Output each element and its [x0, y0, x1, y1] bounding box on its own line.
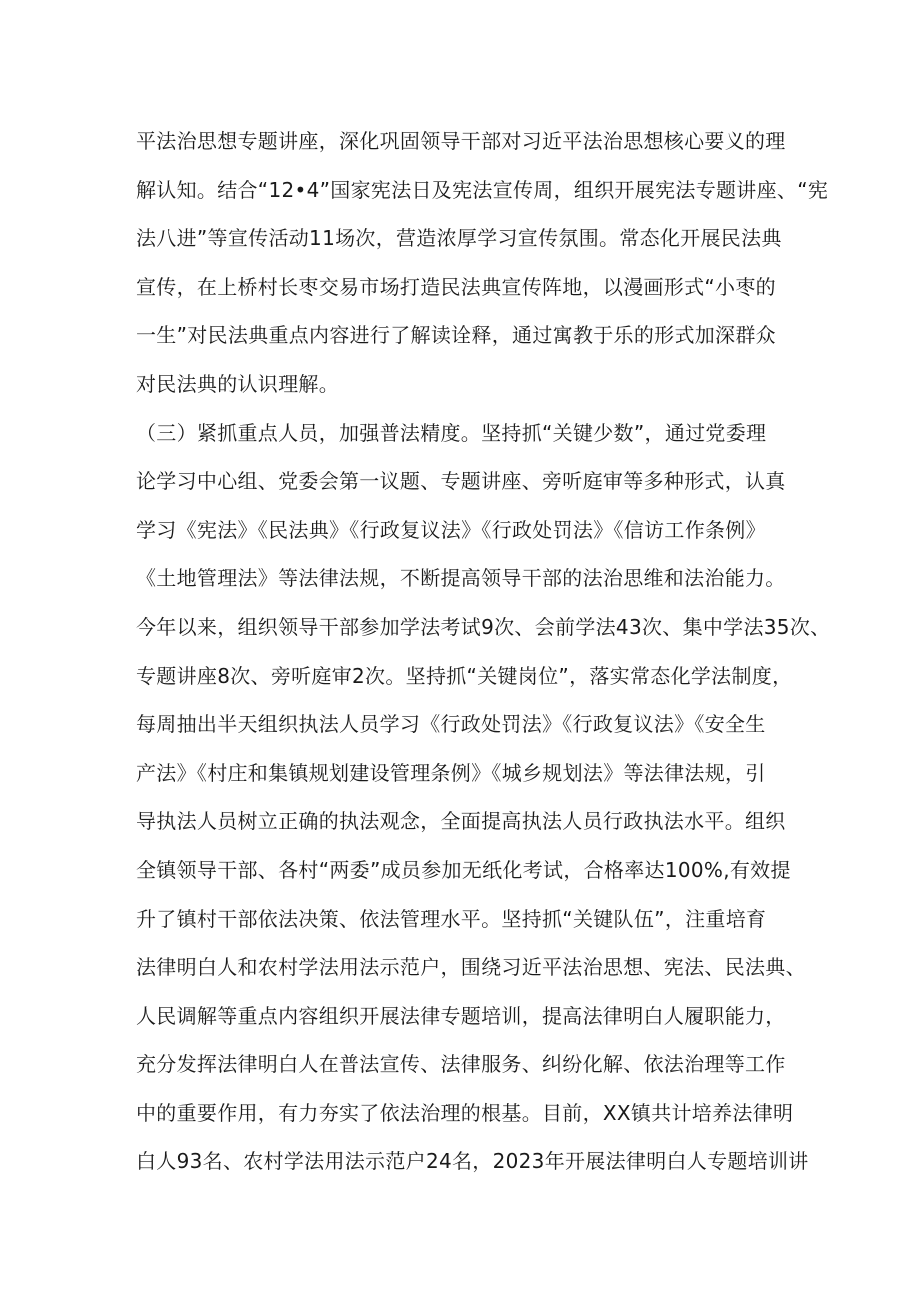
text-line: 专题讲座8次、旁听庭审2次。坚持抓“关键岗位”，落实常态化学法制度，	[136, 663, 793, 688]
text-line: 宣传，在上桥村长枣交易市场打造民法典宣传阵地，以漫画形式“小枣的	[136, 274, 776, 299]
body-text	[136, 117, 831, 1186]
text-line: 解认知。结合“12•4”国家宪法日及宪法宣传周，组织开展宪法专题讲座、“宪	[136, 177, 829, 202]
text-line: 平法治思想专题讲座，深化巩固领导干部对习近平法治思想核心要义的理	[136, 129, 786, 153]
text-line: 一生”对民法典重点内容进行了解读诠释，通过寓教于乐的形式加深群众	[136, 323, 776, 348]
text-line: 今年以来，组织领导干部参加学法考试9次、会前学法43次、集中学法35次、	[136, 614, 831, 639]
text-line: 产法》《村庄和集镇规划建设管理条例》《城乡规划法》等法律法规，引	[136, 760, 766, 785]
text-line: 法八进”等宣传活动11场次，营造浓厚学习宣传氛围。常态化开展民法典	[136, 226, 782, 251]
text-line: 《土地管理法》等法律法规，不断提高领导干部的法治思维和法治能力。	[136, 566, 786, 591]
text-line: 充分发挥法律明白人在普法宣传、法律服务、纠纷化解、依法治理等工作	[136, 1052, 786, 1077]
text-line: 对民法典的认识理解。	[136, 371, 339, 396]
text-line: 白人93名、农村学法用法示范户24名，2023年开展法律明白人专题培训讲	[136, 1149, 809, 1174]
text-line: 导执法人员树立正确的执法观念，全面提高执法人员行政执法水平。组织	[136, 809, 786, 834]
text-line: 中的重要作用，有力夯实了依法治理的根基。目前，XX镇共计培养法律明	[136, 1100, 794, 1125]
text-line: 人民调解等重点内容组织开展法律专题培训，提高法律明白人履职能力，	[136, 1003, 786, 1028]
text-line: 全镇领导干部、各村“两委”成员参加无纸化考试，合格率达100%,有效提	[136, 857, 791, 882]
text-line: 学习《宪法》《民法典》《行政复议法》《行政处罚法》《信访工作条例》	[136, 517, 766, 542]
text-line: 法律明白人和农村学法用法示范户，围绕习近平法治思想、宪法、民法典、	[136, 955, 806, 980]
text-line: 论学习中心组、党委会第一议题、专题讲座、旁听庭审等多种形式，认真	[136, 469, 786, 494]
text-line: 每周抽出半天组织执法人员学习《行政处罚法》《行政复议法》《安全生	[136, 712, 766, 737]
text-line: （三）紧抓重点人员，加强普法精度。坚持抓“关键少数”，通过党委理	[136, 420, 767, 445]
text-line: 升了镇村干部依法决策、依法管理水平。坚持抓“关键队伍”，注重培育	[136, 906, 767, 931]
